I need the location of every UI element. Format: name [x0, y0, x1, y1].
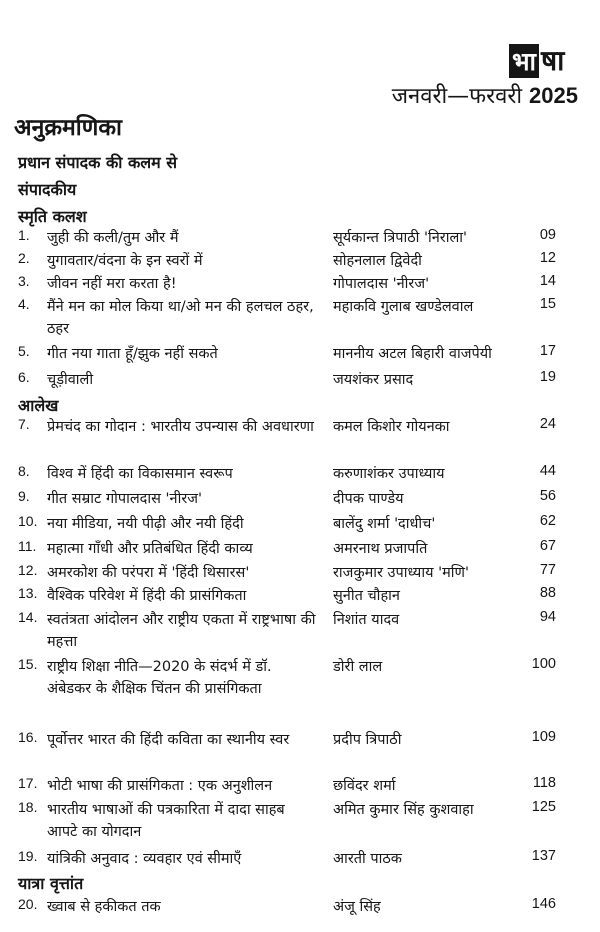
- toc-entry[interactable]: [0, 227, 600, 247]
- entry-page: 14: [539, 273, 556, 289]
- entry-page: 100: [531, 656, 556, 672]
- entry-title: गीत नया गाता हूँ/झुक नहीं सकते: [47, 346, 218, 362]
- toc-entry[interactable]: [0, 369, 600, 389]
- entry-title: मैंने मन का मोल किया था/ओ मन की हलचल ठहर, ठहर: [47, 299, 314, 337]
- entry-author: डोरी लाल: [333, 659, 383, 675]
- entry-title: जीवन नहीं मरा करता है!: [47, 276, 177, 292]
- intro-item-editorial: संपादकीय: [18, 180, 77, 199]
- issue-months: जनवरी—फरवरी: [391, 84, 523, 109]
- entry-author: सोहनलाल द्विवेदी: [333, 253, 422, 269]
- entry-author: बालेंदु शर्मा 'दाधीच': [333, 516, 436, 532]
- entry-page: 146: [531, 896, 556, 912]
- toc-entry[interactable]: [0, 488, 600, 508]
- entry-title: राष्ट्रीय शिक्षा नीति—2020 के संदर्भ में डॉ. अंबेडकर के शैक्षिक चिंतन की प्रासंगिकता: [47, 659, 272, 697]
- entry-number: 8.: [18, 463, 30, 479]
- entry-author: आरती पाठक: [333, 851, 402, 867]
- toc-entry[interactable]: [0, 513, 600, 533]
- toc-entry[interactable]: [0, 609, 600, 650]
- entry-number: 11.: [18, 538, 37, 554]
- entry-author: महाकवि गुलाब खण्डेलवाल: [333, 299, 474, 315]
- entry-title: स्वतंत्रता आंदोलन और राष्ट्रीय एकता में राष्ट्रभाषा की महत्ता: [47, 612, 316, 650]
- entry-number: 2.: [18, 250, 30, 266]
- toc-entry[interactable]: [0, 250, 600, 270]
- entry-author: सूर्यकान्त त्रिपाठी 'निराला': [333, 230, 468, 246]
- entry-author: अमरनाथ प्रजापति: [333, 541, 428, 557]
- entry-page: 62: [539, 513, 556, 529]
- entry-number: 4.: [18, 296, 30, 312]
- toc-entry[interactable]: [0, 273, 600, 293]
- entry-page: 77: [539, 562, 556, 578]
- section-heading-smriti-kalash: स्मृति कलश: [18, 207, 87, 226]
- toc-entry[interactable]: [0, 416, 600, 436]
- entry-page: 67: [539, 538, 556, 554]
- entry-page: 09: [539, 227, 556, 243]
- entry-number: 16.: [18, 729, 38, 745]
- entry-title: यांत्रिकी अनुवाद : व्यवहार एवं सीमाएँ: [47, 851, 242, 867]
- toc-entry[interactable]: [0, 729, 600, 749]
- entry-number: 9.: [18, 488, 30, 504]
- entry-author: निशांत यादव: [333, 612, 400, 628]
- entry-page: 137: [531, 848, 556, 864]
- entry-number: 20.: [18, 896, 38, 912]
- entry-page: 125: [531, 799, 556, 815]
- entry-author: सुनीत चौहान: [333, 588, 400, 604]
- entry-author: माननीय अटल बिहारी वाजपेयी: [333, 346, 492, 362]
- issue-year: 2025: [529, 83, 578, 108]
- entry-number: 13.: [18, 585, 38, 601]
- entry-title: नया मीडिया, नयी पीढ़ी और नयी हिंदी: [47, 516, 244, 532]
- entry-page: 44: [539, 463, 556, 479]
- magazine-logo: [509, 42, 564, 78]
- entry-title: गीत सम्राट गोपालदास 'नीरज': [47, 491, 203, 507]
- entry-page: 24: [539, 416, 556, 432]
- logo-second-syllable: षा: [541, 44, 565, 77]
- entry-number: 1.: [18, 227, 30, 243]
- entry-title: भारतीय भाषाओं की पत्रकारिता में दादा साहब आपटे का योगदान: [47, 802, 285, 840]
- toc-entry[interactable]: [0, 585, 600, 605]
- toc-entry[interactable]: [0, 296, 600, 337]
- entry-page: 12: [539, 250, 556, 266]
- entry-page: 94: [539, 609, 556, 625]
- toc-entry[interactable]: [0, 848, 600, 868]
- logo-first-syllable: भा: [509, 44, 539, 78]
- toc-entry[interactable]: [0, 896, 600, 916]
- entry-title: विश्व में हिंदी का विकासमान स्वरूप: [47, 466, 233, 482]
- entry-number: 7.: [18, 416, 30, 432]
- entry-author: अंजू सिंह: [333, 899, 381, 915]
- page-title: अनुक्रमणिका: [14, 115, 122, 141]
- toc-entry[interactable]: [0, 775, 600, 795]
- entry-number: 3.: [18, 273, 30, 289]
- entry-title: पूर्वोत्तर भारत की हिंदी कविता का स्थानीय स्वर: [47, 732, 290, 748]
- entry-number: 19.: [18, 848, 38, 864]
- entry-title: महात्मा गाँधी और प्रतिबंधित हिंदी काव्य: [47, 541, 253, 557]
- entry-author: जयशंकर प्रसाद: [333, 372, 414, 388]
- entry-author: करुणाशंकर उपाध्याय: [333, 466, 445, 482]
- entry-title: चूड़ीवाली: [47, 372, 94, 388]
- entry-page: 17: [539, 343, 556, 359]
- entry-number: 6.: [18, 369, 30, 385]
- entry-title: ख्वाब से हकीकत तक: [47, 899, 161, 915]
- entry-author: छविंदर शर्मा: [333, 778, 396, 794]
- entry-number: 10.: [18, 513, 38, 529]
- entry-title: वैश्विक परिवेश में हिंदी की प्रासंगिकता: [47, 588, 247, 604]
- section-heading-aalekh: आलेख: [18, 396, 59, 415]
- entry-author: गोपालदास 'नीरज': [333, 276, 430, 292]
- entry-page: 118: [532, 775, 556, 791]
- entry-number: 14.: [18, 609, 38, 625]
- toc-entry[interactable]: [0, 463, 600, 483]
- entry-author: अमित कुमार सिंह कुशवाहा: [333, 802, 474, 818]
- section-heading-yatra-vrittant: यात्रा वृत्तांत: [18, 874, 84, 893]
- toc-entry[interactable]: [0, 343, 600, 363]
- entry-author: राजकुमार उपाध्याय 'मणि': [333, 565, 470, 581]
- entry-number: 12.: [18, 562, 38, 578]
- entry-page: 109: [531, 729, 556, 745]
- toc-entry[interactable]: [0, 562, 600, 582]
- entry-title: जुही की कली/तुम और मैं: [47, 230, 179, 246]
- entry-title: अमरकोश की परंपरा में 'हिंदी थिसारस': [47, 565, 250, 581]
- entry-page: 88: [539, 585, 556, 601]
- toc-entry[interactable]: [0, 538, 600, 558]
- entry-number: 17.: [18, 775, 38, 791]
- entry-title: युगावतार/वंदना के इन स्वरों में: [47, 253, 203, 269]
- entry-author: कमल किशोर गोयनका: [333, 419, 450, 435]
- entry-page: 56: [539, 488, 556, 504]
- toc-entry[interactable]: [0, 656, 600, 697]
- entry-number: 15.: [18, 656, 38, 672]
- entry-author: दीपक पाण्डेय: [333, 491, 404, 507]
- entry-number: 18.: [18, 799, 38, 815]
- entry-author: प्रदीप त्रिपाठी: [333, 732, 402, 748]
- entry-title: प्रेमचंद का गोदान : भारतीय उपन्यास की अवधारणा: [47, 419, 314, 435]
- toc-entry[interactable]: [0, 799, 600, 840]
- issue-date: [392, 80, 578, 110]
- entry-number: 5.: [18, 343, 30, 359]
- entry-page: 15: [539, 296, 556, 312]
- entry-title: भोटी भाषा की प्रासंगिकता : एक अनुशीलन: [47, 778, 273, 794]
- intro-item-chief-editor: प्रधान संपादक की कलम से: [18, 153, 178, 172]
- entry-page: 19: [539, 369, 556, 385]
